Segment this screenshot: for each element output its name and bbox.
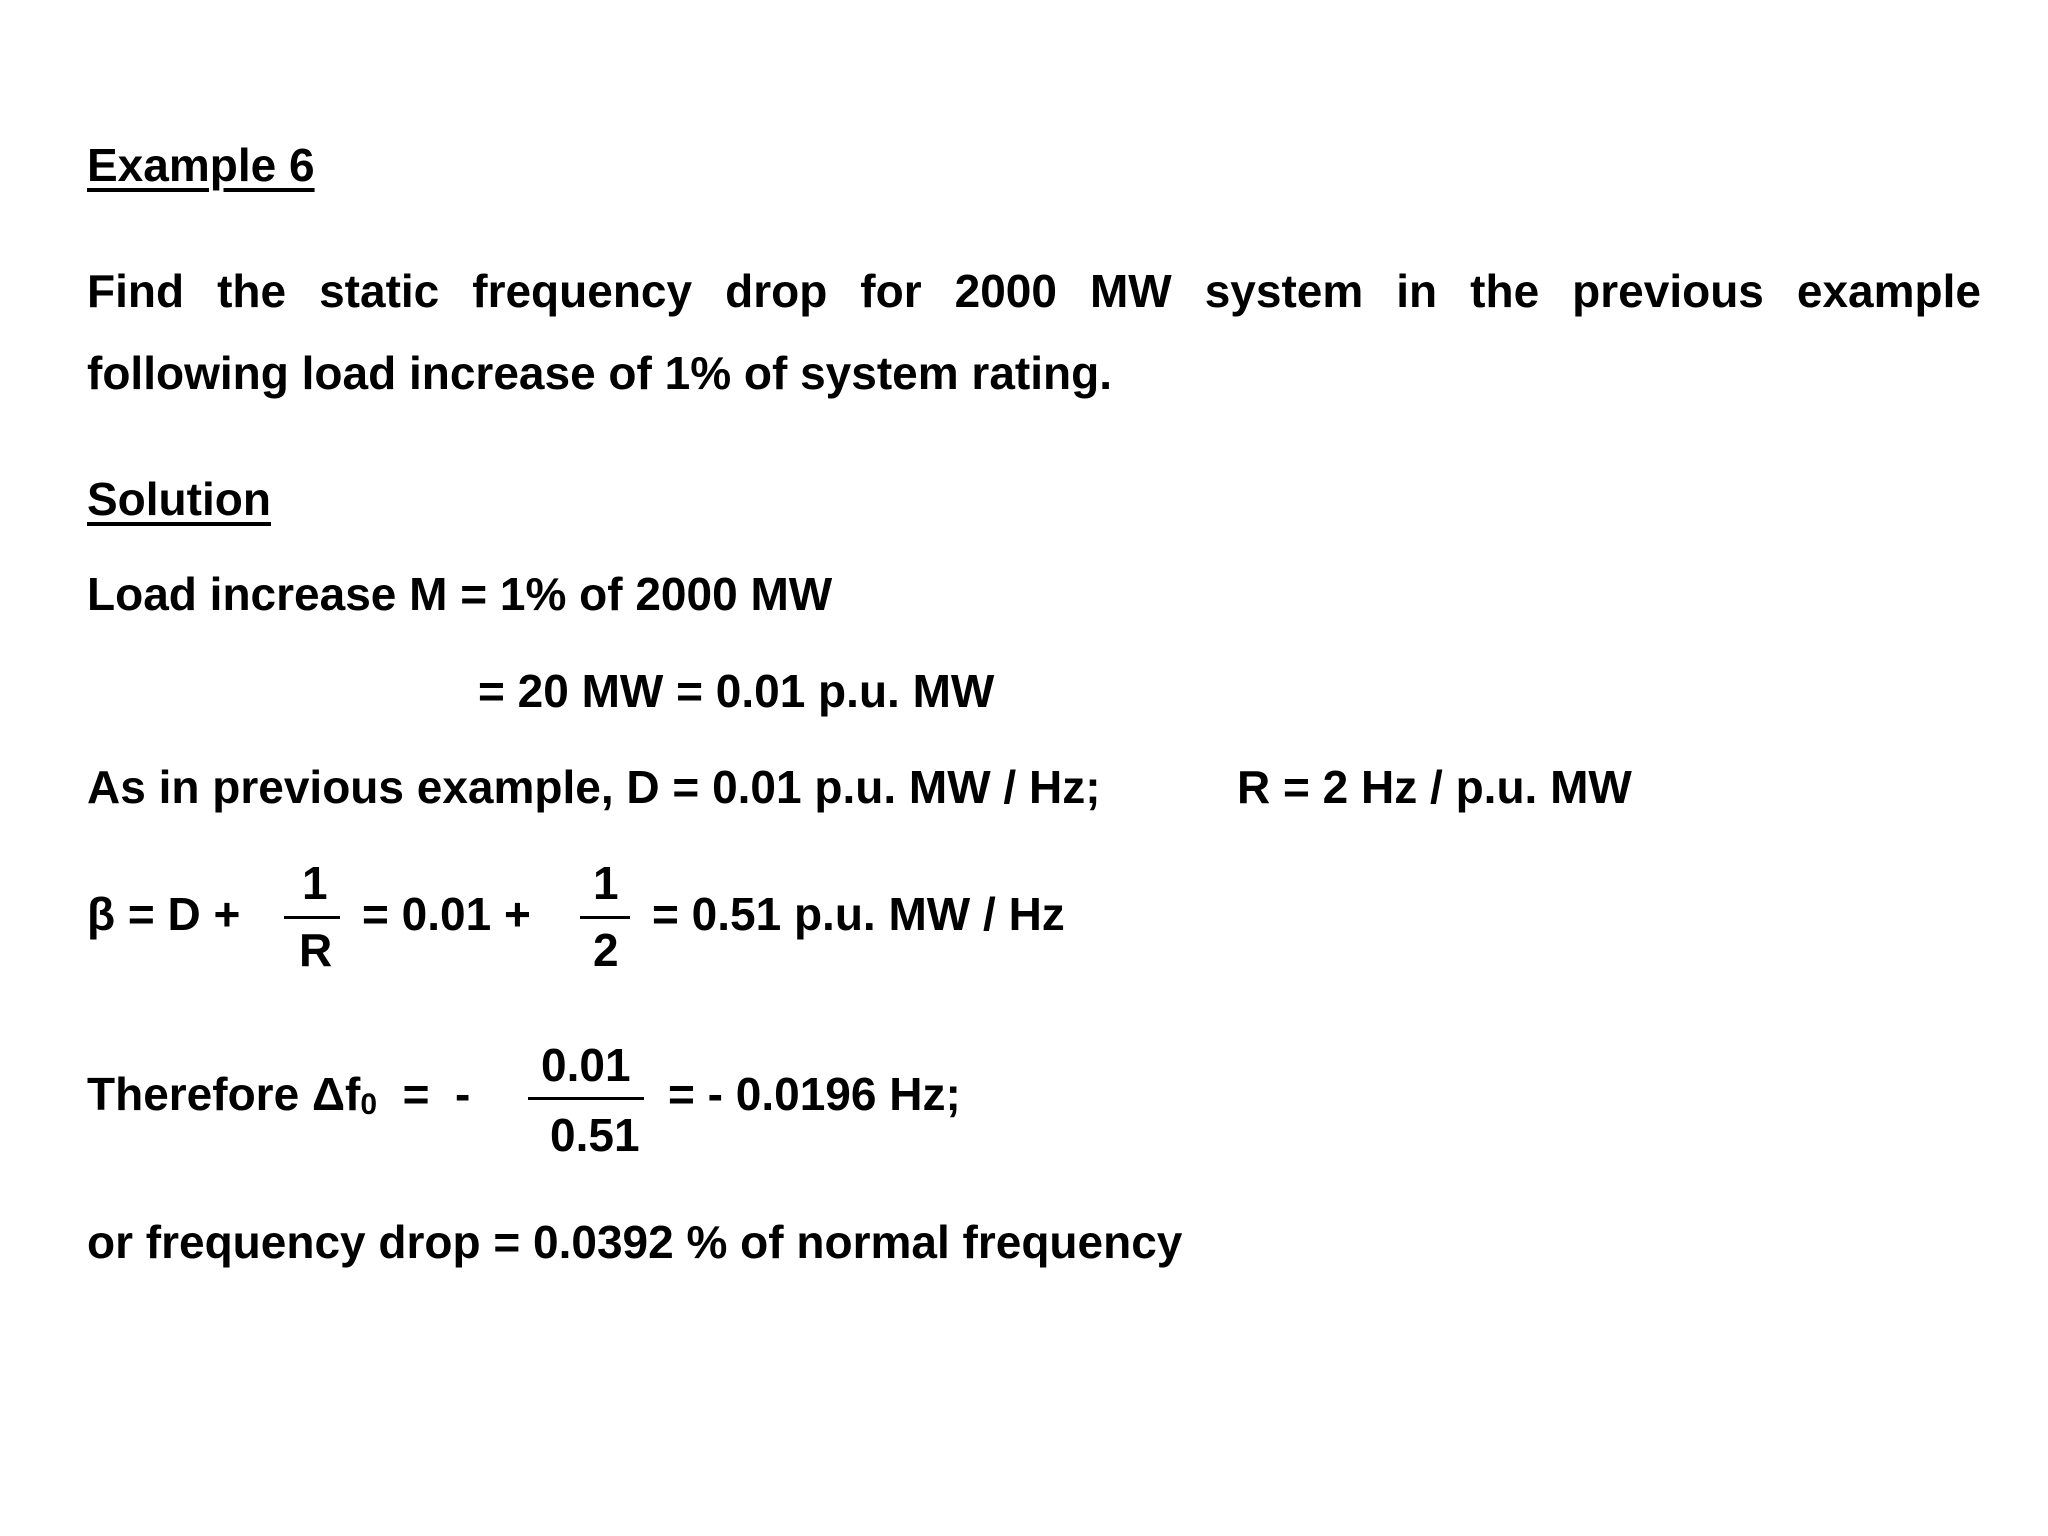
previous-example-values: As in previous example, D = 0.01 p.u. MW / Hz; [87,761,1101,813]
solution-heading: Solution [87,473,271,525]
frac2-numerator: 1 [593,857,619,909]
beta-mid: = 0.01 + [362,888,531,940]
r-value: R = 2 Hz / p.u. MW [1237,761,1632,813]
frac2-bar [580,916,630,919]
delta-frac-bar [528,1097,644,1100]
beta-lhs: β = D + [87,888,241,940]
delta-subscript: 0 [360,1088,378,1121]
problem-line-2: following load increase of 1% of system rating. [87,347,1112,399]
delta-frac-denominator: 0.51 [550,1109,640,1161]
problem-line-1: Find the static frequency drop for 2000 MW system in the previous example [87,265,1981,317]
beta-rhs: = 0.51 p.u. MW / Hz [652,888,1065,940]
frac2-denominator: 2 [593,924,619,976]
load-increase-result: = 20 MW = 0.01 p.u. MW [478,665,995,717]
delta-frac-numerator: 0.01 [541,1039,631,1091]
delta-lhs-text: Therefore Δf [87,1068,361,1120]
delta-lhs [87,1068,471,1121]
frac1-numerator: 1 [302,857,328,909]
delta-rhs: = - 0.0196 Hz; [668,1068,961,1120]
example-heading: Example 6 [87,139,315,191]
final-result-line: or frequency drop = 0.0392 % of normal frequency [87,1216,1183,1268]
frac1-denominator: R [299,924,333,976]
load-increase-line: Load increase M = 1% of 2000 MW [87,568,833,620]
delta-lhs-post: = - [377,1068,471,1120]
frac1-bar [284,916,340,919]
